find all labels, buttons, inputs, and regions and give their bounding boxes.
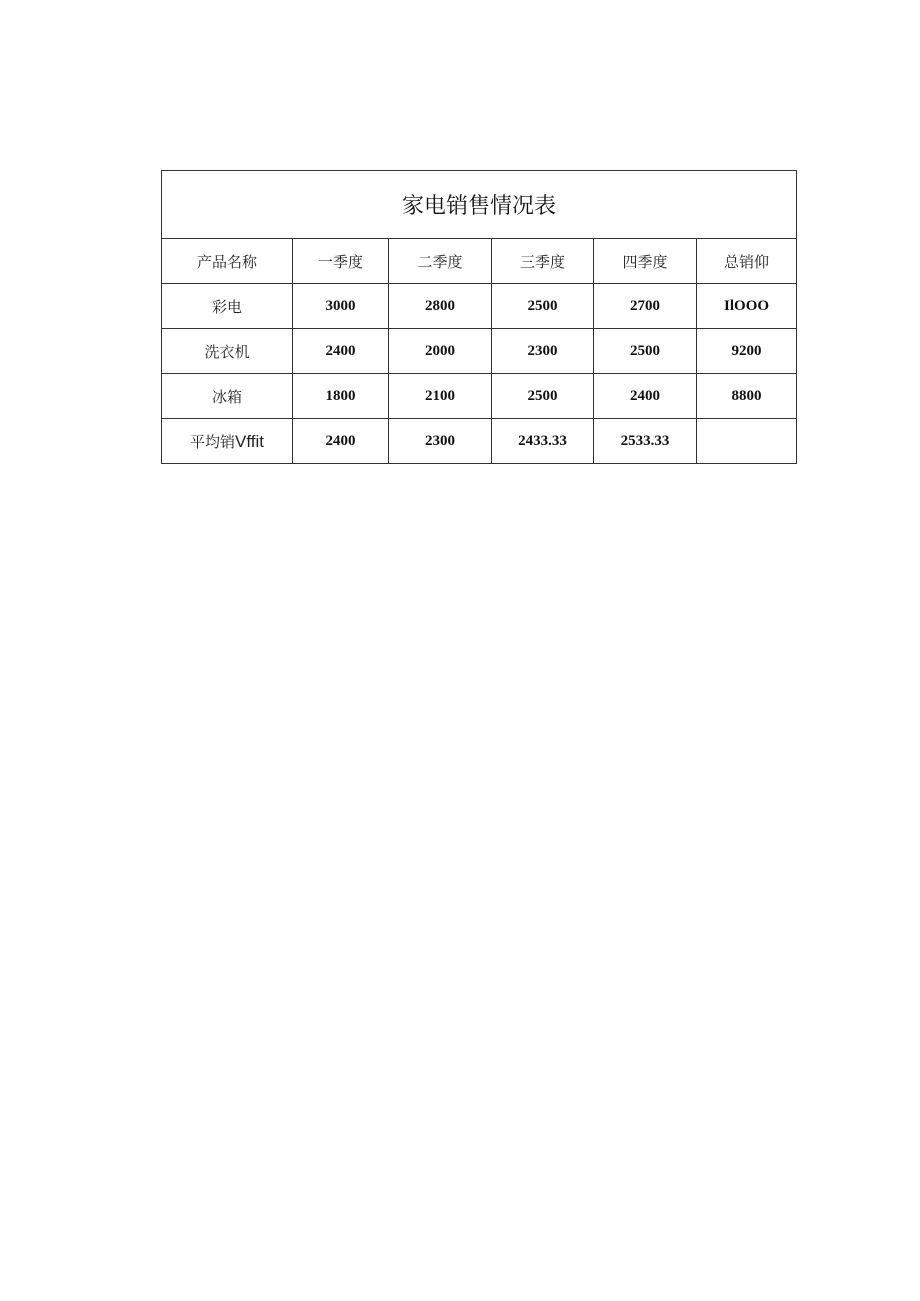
average-label-prefix: 平均销 (190, 432, 236, 451)
table-cell: 8800 (697, 374, 797, 419)
table-cell: 2700 (594, 284, 697, 329)
table-cell: 2533.33 (594, 419, 697, 464)
sales-table (161, 170, 797, 464)
average-row-label (162, 419, 293, 464)
table-cell: 2000 (389, 329, 492, 374)
header-q1: 一季度 (293, 239, 389, 284)
table-cell: 2500 (492, 284, 594, 329)
row-label: 彩电 (162, 284, 293, 329)
header-q4: 四季度 (594, 239, 697, 284)
table-cell: 2800 (389, 284, 492, 329)
table-row (162, 284, 797, 329)
table-cell: 1800 (293, 374, 389, 419)
table-cell: 2300 (389, 419, 492, 464)
table-row (162, 329, 797, 374)
table-title: 家电销售情况表 (162, 171, 797, 239)
header-product-name: 产品名称 (162, 239, 293, 284)
table-cell: 2400 (594, 374, 697, 419)
average-label-suffix: Vffit (235, 431, 264, 451)
row-label: 冰箱 (162, 374, 293, 419)
row-label: 洗衣机 (162, 329, 293, 374)
table-cell: 2400 (293, 419, 389, 464)
average-row (162, 419, 797, 464)
table-row (162, 374, 797, 419)
table-cell: 2300 (492, 329, 594, 374)
table-cell: 2100 (389, 374, 492, 419)
table-cell: IlOOO (697, 284, 797, 329)
header-total: 总销仰 (697, 239, 797, 284)
table-cell: 2400 (293, 329, 389, 374)
table-cell: 2433.33 (492, 419, 594, 464)
table-cell: 2500 (594, 329, 697, 374)
table-cell: 9200 (697, 329, 797, 374)
header-q2: 二季度 (389, 239, 492, 284)
header-q3: 三季度 (492, 239, 594, 284)
table-cell: 3000 (293, 284, 389, 329)
table-header-row (162, 239, 797, 284)
table-cell-empty (697, 419, 797, 464)
table-cell: 2500 (492, 374, 594, 419)
